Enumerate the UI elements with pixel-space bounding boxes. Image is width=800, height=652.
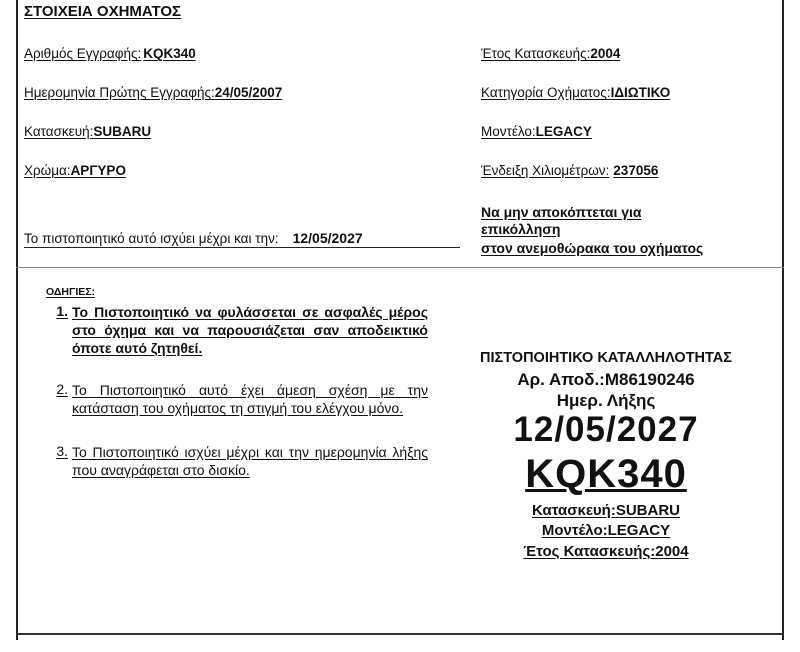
odometer-field bbox=[481, 163, 658, 178]
year-value: 2004 bbox=[590, 46, 621, 61]
color-value: ΑΡΓΥΡΟ bbox=[70, 163, 126, 178]
category-label: Κατηγορία Οχήματος: bbox=[481, 85, 611, 100]
instruction-number: 2. bbox=[56, 381, 68, 397]
valid-until-label: Το πιστοποιητικό αυτό ισχύει μέχρι και την: bbox=[24, 231, 279, 246]
make-label: Κατασκευή: bbox=[24, 124, 94, 139]
instruction-item-3 bbox=[48, 443, 428, 497]
section-title: ΣΤΟΙΧΕΙΑ ΟΧΗΜΑΤΟΣ bbox=[24, 3, 182, 20]
first-registration-value: 24/05/2007 bbox=[214, 85, 283, 100]
valid-until-field bbox=[24, 230, 363, 246]
windshield-note-line3: στον ανεμοθώρακα του οχήματος bbox=[481, 240, 704, 256]
instruction-text: Το Πιστοποιητικό αυτό έχει άμεση σχέση με την κατάσταση του οχήματος τη στιγμή του ελέγχου μόνο. bbox=[72, 382, 428, 416]
color-field bbox=[24, 163, 126, 178]
registration-field bbox=[24, 46, 196, 61]
category-field bbox=[481, 85, 670, 100]
model-value: LEGACY bbox=[535, 124, 592, 139]
bottom-border bbox=[16, 633, 784, 635]
instruction-text: Το Πιστοποιητικό ισχύει μέχρι και την ημερομηνία λήξης που αναγράφεται στο δισκίο. bbox=[72, 444, 428, 478]
year-field bbox=[481, 46, 620, 61]
certificate-make: Κατασκευή:SUBARU bbox=[531, 502, 680, 519]
expiry-label: Ημερ. Λήξης bbox=[556, 391, 656, 410]
make-value: SUBARU bbox=[93, 124, 152, 139]
left-border bbox=[16, 0, 18, 640]
windshield-note-line2: επικόλληση bbox=[481, 221, 561, 237]
instructions-title: ΟΔΗΓΙΕΣ: bbox=[46, 286, 96, 298]
make-field bbox=[24, 124, 151, 139]
certificate-number bbox=[440, 370, 772, 390]
registration-label: Αριθμός Εγγραφής: bbox=[24, 46, 142, 61]
instruction-text: Το Πιστοποιητικό να φυλάσσεται σε ασφαλές μέρος στο όχημα και να παρουσιάζεται σαν αποδεικτικό όποτε αυτό ζητηθεί. bbox=[72, 304, 428, 356]
certificate-model: Μοντέλο:LEGACY bbox=[541, 522, 671, 539]
section-divider bbox=[16, 267, 784, 268]
color-label: Χρώμα: bbox=[24, 163, 71, 178]
right-border bbox=[782, 0, 784, 640]
odometer-label: Ένδειξη Χιλιομέτρων: bbox=[481, 163, 610, 178]
windshield-note-line1: Να μην αποκόπτεται για bbox=[481, 204, 642, 220]
certificate-number-value: M86190246 bbox=[604, 370, 695, 389]
certificate-year: Έτος Κατασκευής:2004 bbox=[523, 543, 689, 560]
category-value: ΙΔΙΩΤΙΚΟ bbox=[610, 85, 671, 100]
instruction-number: 3. bbox=[56, 443, 68, 459]
certificate-number-label: Αρ. Αποδ.: bbox=[517, 370, 605, 389]
expiry-date: 12/05/2027 bbox=[513, 410, 699, 449]
certificate-title: ΠΙΣΤΟΠΟΙΗΤΙΚΟ ΚΑΤΑΛΛΗΛΟΤΗΤΑΣ bbox=[480, 350, 732, 366]
instruction-item-1 bbox=[48, 303, 428, 375]
first-registration-field bbox=[24, 85, 282, 100]
instruction-item-2 bbox=[48, 381, 428, 435]
registration-value: KQK340 bbox=[143, 46, 196, 61]
valid-until-value: 12/05/2027 bbox=[292, 230, 363, 246]
model-field bbox=[481, 124, 592, 139]
first-registration-label: Ημερομηνία Πρώτης Εγγραφής: bbox=[24, 85, 215, 100]
instruction-number: 1. bbox=[56, 303, 68, 319]
model-label: Μοντέλο: bbox=[481, 124, 536, 139]
year-label: Έτος Κατασκευής: bbox=[481, 46, 591, 61]
plate-number: KQK340 bbox=[525, 452, 687, 496]
odometer-value: 237056 bbox=[613, 163, 659, 178]
valid-until-underline bbox=[24, 247, 460, 248]
